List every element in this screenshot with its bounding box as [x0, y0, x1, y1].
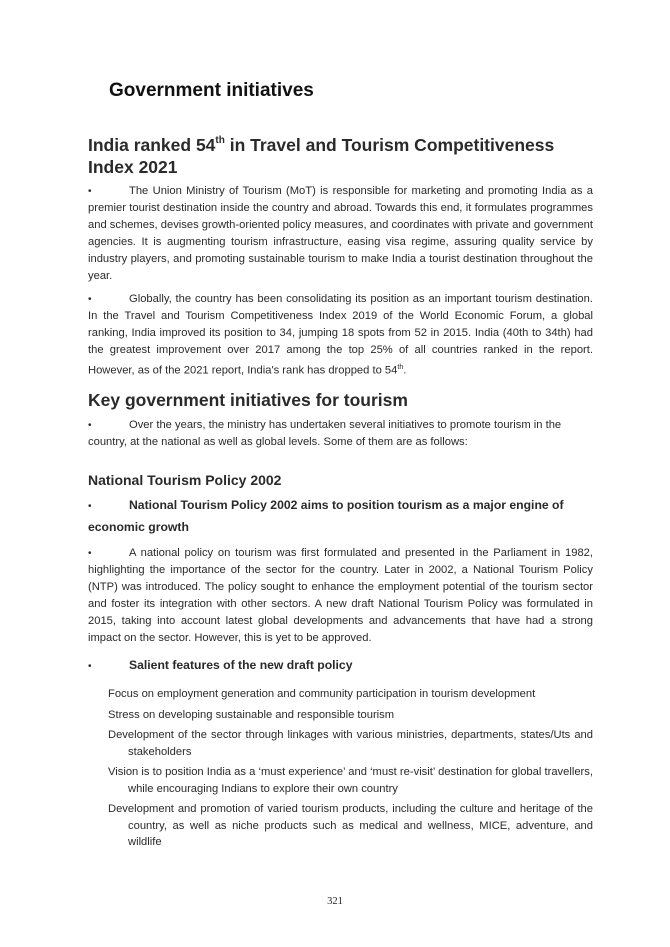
paragraph-text: A national policy on tourism was first formulated and presented in the Parliament in 1982, highlighting the importance of the sector for the country. Later in 2002, a National Tourism Policy (NTP) was introduced. The policy sought to enhance the employment potential of the tourism sector and foster its integration with other sectors. A new draft National Tourism Policy was formulated in 2015, taking into account latest global developments and advancements that have had a strong impact on the sector. However, this is yet to be approved. [88, 547, 593, 644]
bold-bullet-text: National Tourism Policy 2002 aims to position tourism as a major engine of economic growth [88, 498, 564, 534]
feature-item: Focus on employment generation and community participation in tourism development [108, 688, 536, 700]
feature-item: Vision is to position India as a ‘must experience’ and ‘must re-visit’ destination for global travellers, while encouraging Indians to explore their own country [108, 766, 593, 795]
paragraph-ministry-role [88, 183, 593, 285]
bullet-icon: • [88, 420, 92, 431]
page-title: Government initiatives [109, 80, 314, 101]
paragraph-text: . [403, 364, 407, 377]
feature-item: Stress on developing sustainable and responsible tourism [108, 708, 395, 721]
bullet-icon: • [88, 548, 92, 559]
bold-bullet-text: Salient features of the new draft policy [129, 658, 353, 672]
ordinal-suffix: th [215, 135, 225, 146]
page-number: 321 [327, 896, 343, 907]
heading-text: India ranked 54 [88, 134, 216, 155]
bullet-icon: • [88, 294, 92, 305]
paragraph-text: Over the years, the ministry has undertaken several initiatives to promote tourism in the country, at the national as well as global levels. Some of them are as follows: [88, 419, 562, 448]
paragraph-global-ranking [88, 291, 593, 380]
section-heading-key-initiatives: Key government initiatives for tourism [88, 390, 408, 410]
paragraph-text: Globally, the country has been consolidating its position as an important tourism destination. In the Travel and Tourism Competitiveness Index 2019 of the World Economic Forum, a global ranking, India improved its position to 34, jumping 18 spots from 52 in 2015. India (40th to 34th) had the greatest improvement over 2017 among the top 25% of all countries ranked in the report. However, as of the 2021 report, India's rank has dropped to 54 [88, 293, 593, 377]
paragraph-text: The Union Ministry of Tourism (MoT) is responsible for marketing and promoting India as a premier tourist destination inside the country and abroad. Towards this end, it formulates programmes and schemes, devises growth-oriented policy measures, and coordinates with private and government agencies. It is augmenting tourism infrastructure, easing visa regime, assuring quality service by industry players, and promoting sustainable tourism to make India a tourist destination throughout the year. [88, 185, 593, 282]
ordinal-suffix: th [397, 364, 404, 371]
section-heading-ranking [88, 131, 593, 178]
bullet-icon: • [88, 501, 92, 512]
subsection-heading-ntp-2002: National Tourism Policy 2002 [88, 472, 282, 488]
heading-text: in Travel and Tourism Competitiveness Index 2021 [88, 134, 555, 177]
bullet-icon: • [88, 661, 92, 672]
salient-features-list [108, 686, 593, 855]
bold-bullet-ntp-aim [88, 495, 593, 538]
paragraph-ntp-history [88, 545, 593, 647]
paragraph-initiatives-intro [88, 417, 593, 451]
feature-item: Development of the sector through linkages with various ministries, departments, states/Uts and stakeholders [108, 729, 593, 758]
bold-bullet-salient-features [88, 655, 593, 677]
feature-item: Development and promotion of varied tourism products, including the culture and heritage of the country, as well as niche products such as medical and wellness, MICE, adventure, and wildlife [108, 803, 593, 848]
bullet-icon: • [88, 186, 92, 197]
